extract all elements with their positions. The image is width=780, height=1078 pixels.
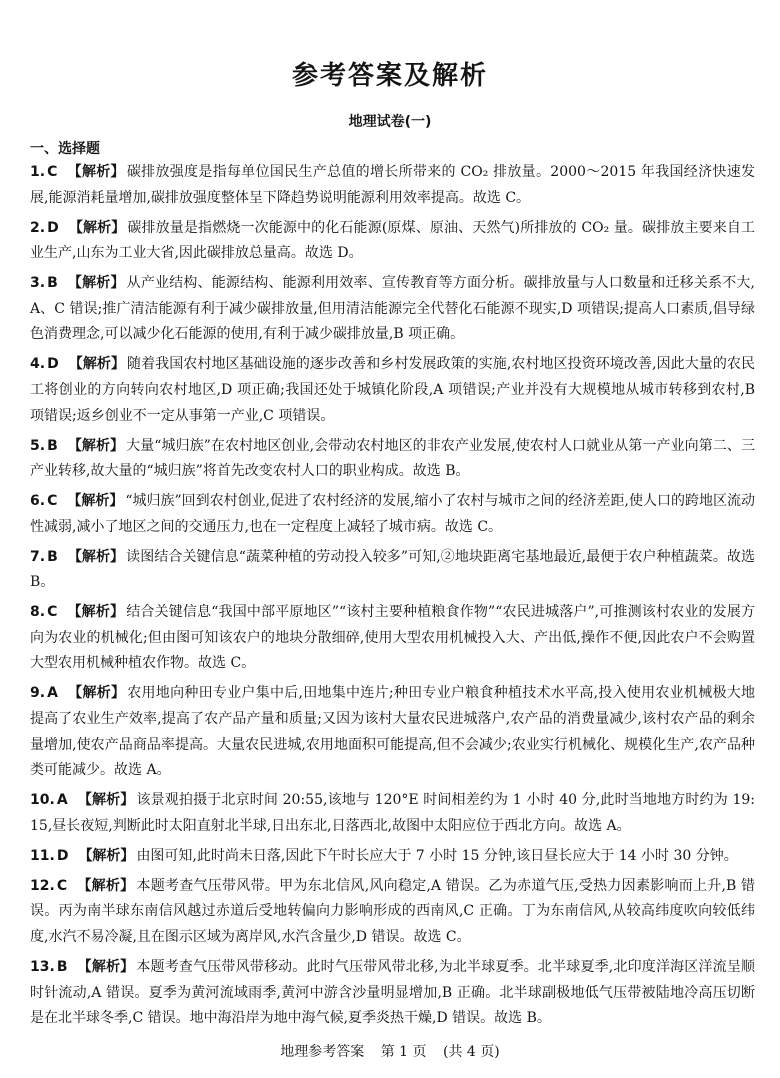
answer-letter: B [56, 958, 68, 975]
footer-doc-name: 地理参考答案 [280, 1044, 365, 1060]
analysis-tag: 【解析】 [67, 275, 125, 292]
footer-total-pages: (共 4 页) [442, 1044, 500, 1060]
question-number: 12. [30, 877, 55, 894]
answer-letter: C [47, 164, 58, 180]
answer-item [30, 352, 755, 429]
analysis-text: 大量“城归族”在农村地区创业,会带动农村地区的非农产业发展,使农村人口就业从第一产业向第二、三产业转移,故大量的“城归族”将首先改变农村人口的职业构成。故选 B。 [30, 437, 756, 480]
answer-item [30, 681, 755, 783]
analysis-text: 碳排放量是指燃烧一次能源中的化石能源(原煤、原油、天然气)所排放的 CO₂ 量。碳排放主要来自工业生产,山东为工业大省,因此碳排放总量高。故选 D。 [30, 219, 756, 262]
analysis-text: 该景观拍摄于北京时间 20:55,该地与 120°E 时间相差约为 1 小时 40 分,此时当地地方时约为 19:15,昼长夜短,判断此时太阳直射北半球,日出东北,日落西北,故图中太阳应位于西北方向。故选 A。 [30, 792, 755, 834]
analysis-tag: 【解析】 [67, 685, 126, 702]
section-heading: 一、选择题 [30, 141, 100, 157]
analysis-text: 从产业结构、能源结构、能源利用效率、宣传教育等方面分析。碳排放量与人口数量和迁移关系不大,A、C 错误;推广清洁能源有利于减少碳排放量,但用清洁能源完全代替化石能源不现实,D 项错误;提高人口素质,倡导绿色消费理念,可以减少化石能源的使用,有利于减少碳排放量,B 项正确。 [30, 275, 756, 343]
answer-item [30, 160, 755, 211]
answer-item [30, 600, 755, 677]
answer-letter: B [47, 437, 58, 454]
page-footer [0, 1042, 780, 1062]
answer-letter: A [56, 792, 68, 809]
analysis-tag: 【解析】 [77, 877, 135, 894]
question-number: 13. [30, 958, 55, 975]
answer-list [30, 160, 755, 1032]
question-number: 2. [30, 219, 46, 236]
answer-letter: C [47, 604, 58, 621]
analysis-tag: 【解析】 [67, 437, 125, 454]
question-number: 5. [30, 437, 46, 454]
answer-item [30, 489, 755, 540]
answer-letter: D [47, 356, 59, 373]
answer-letter: C [56, 877, 68, 894]
answer-item [30, 955, 755, 1032]
paper-subtitle: 地理试卷(一) [348, 114, 432, 130]
answer-item [30, 545, 755, 596]
answer-item [30, 434, 755, 485]
answer-item [30, 216, 755, 267]
answer-item [30, 874, 755, 951]
question-number: 8. [30, 604, 46, 621]
analysis-tag: 【解析】 [67, 548, 125, 565]
question-number: 10. [30, 792, 55, 809]
answer-letter: D [56, 847, 69, 864]
page-title: 参考答案及解析 [291, 61, 488, 91]
answer-item [30, 844, 755, 870]
footer-page-number: 第 1 页 [380, 1044, 427, 1060]
analysis-tag: 【解析】 [78, 847, 135, 864]
answer-item [30, 271, 755, 348]
analysis-tag: 【解析】 [77, 958, 135, 975]
analysis-text: “城归族”回到农村创业,促进了农村经济的发展,缩小了农村与城市之间的经济差距,使人口的跨地区流动性减弱,减小了地区之间的交通压力,也在一定程度上减轻了城市病。故选 C。 [30, 493, 756, 535]
analysis-tag: 【解析】 [68, 356, 126, 373]
question-number: 4. [30, 356, 46, 373]
question-number: 9. [30, 685, 46, 702]
answer-letter: B [47, 548, 58, 565]
analysis-tag: 【解析】 [67, 493, 124, 510]
analysis-tag: 【解析】 [77, 792, 135, 809]
analysis-text: 农用地向种田专业户集中后,田地集中连片;种田专业户粮食种植技术水平高,投入使用农业机械极大地提高了农业生产效率,提高了农产品产量和质量;又因为该村大量农民进城落户,农产品的消费量减少,该村农产品的剩余量增加,使农产品商品率提高。大量农民进城,农用地面积可能提高,但不会减少;农业实行机械化、规模化生产,农产品种类可能减少。故选 A。 [30, 685, 756, 779]
analysis-text: 随着我国农村地区基础设施的逐步改善和乡村发展政策的实施,农村地区投资环境改善,因此大量的农民工将创业的方向转向农村地区,D 项正确;我国还处于城镇化阶段,A 项错误;产业并没有大规模地从城市转移到农村,B 项错误;返乡创业不一定从事第一产业,C 项错误。 [30, 356, 755, 424]
answer-letter: B [47, 275, 58, 292]
answer-letter: A [47, 685, 58, 702]
question-number: 11. [30, 847, 55, 864]
analysis-text: 本题考查气压带风带移动。此时气压带风带北移,为北半球夏季。北半球夏季,北印度洋海区洋流呈顺时针流动,A 错误。夏季为黄河流域雨季,黄河中游含沙量明显增加,B 正确。北半球副极地低气压带被陆地冷高压切断是在北半球冬季,C 错误。地中海沿岸为地中海气候,夏季炎热干燥,D 错误。故选 B。 [30, 958, 756, 1027]
analysis-text: 本题考查气压带风带。甲为东北信风,风向稳定,A 错误。乙为赤道气压,受热力因素影响而上升,B 错误。丙为南半球东南信风越过赤道后受地转偏向力影响形成的西南风,C 正确。丁为东南信风,从较高纬度吹向较低纬度,水汽不易冷凝,且在图示区域为离岸风,水汽含量少,D 错误。故选 C。 [30, 877, 755, 945]
analysis-tag: 【解析】 [68, 219, 126, 236]
analysis-text: 读图结合关键信息“蔬菜种植的劳动投入较多”可知,②地块距离宅基地最近,最便于农户种植蔬菜。故选 B。 [30, 548, 756, 591]
answer-letter: C [47, 493, 58, 510]
question-number: 6. [30, 493, 46, 510]
analysis-text: 结合关键信息“我国中部平原地区”“该村主要种植粮食作物”“农民进城落户”,可推测该村农业的发展方向为农业的机械化;但由图可知该农户的地块分散细碎,使用大型农用机械投入大、产出低,操作不便,因此农户不会购置大型农用机械种植农作物。故选 C。 [30, 604, 755, 672]
question-number: 1. [30, 164, 46, 180]
answer-letter: D [47, 219, 59, 236]
analysis-tag: 【解析】 [67, 604, 125, 621]
analysis-text: 碳排放强度是指每单位国民生产总值的增长所带来的 CO₂ 排放量。2000～2015 年我国经济快速发展,能源消耗量增加,碳排放强度整体呈下降趋势说明能源利用效率提高。故选 C。 [30, 164, 755, 206]
analysis-tag: 【解析】 [67, 164, 125, 180]
analysis-text: 由图可知,此时尚未日落,因此下午时长应大于 7 小时 15 分钟,该日昼长应大于 14 小时 30 分钟。 [136, 847, 738, 864]
question-number: 7. [30, 548, 46, 565]
question-number: 3. [30, 275, 46, 292]
answer-item [30, 788, 755, 839]
